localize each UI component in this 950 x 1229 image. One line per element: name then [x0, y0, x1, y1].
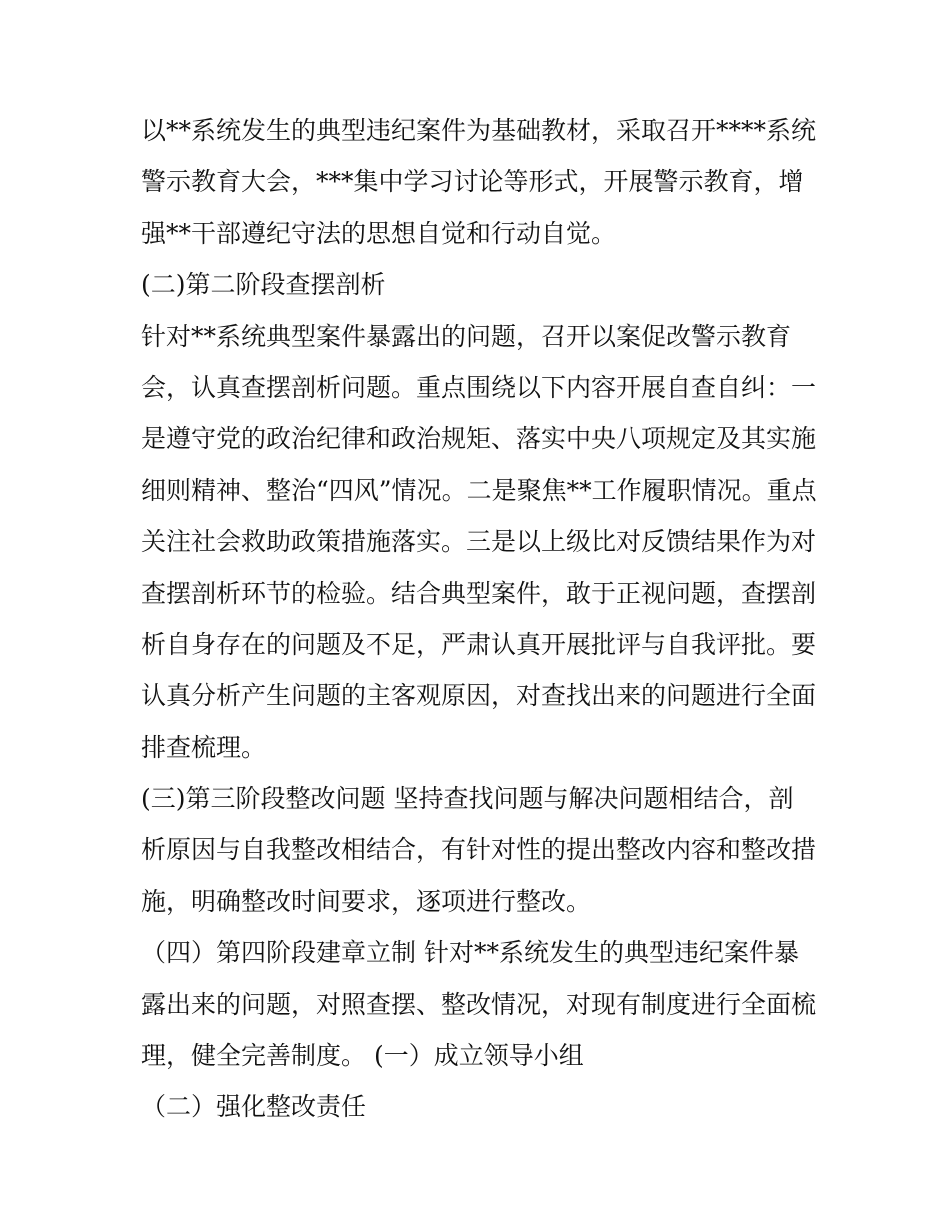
- section-heading: (三)第三阶段整改问题 坚持查找问题与解决问题相结合，剖: [141, 784, 794, 814]
- text-line: 施，明确整改时间要求，逐项进行整改。: [141, 886, 592, 916]
- text-line: 针对**系统典型案件暴露出的问题，召开以案促改警示教育: [141, 321, 792, 351]
- text-line: 析自身存在的问题及不足，严肃认真开展批评与自我评批。要: [141, 629, 817, 659]
- text-line: 会，认真查摆剖析问题。重点围绕以下内容开展自查自纠：一: [141, 372, 817, 402]
- text-line: 关注社会救助政策措施落实。三是以上级比对反馈结果作为对: [141, 527, 817, 557]
- text-line: 以**系统发生的典型违纪案件为基础教材，采取召开****系统: [141, 116, 817, 145]
- text-line: 理，健全完善制度。 (一）成立领导小组: [141, 1041, 584, 1071]
- section-heading: （四）第四阶段建章立制 针对**系统发生的典型违纪案件暴: [141, 938, 799, 968]
- text-line: 露出来的问题，对照查摆、整改情况，对现有制度进行全面梳: [141, 989, 817, 1019]
- text-line: 是遵守党的政治纪律和政治规矩、落实中央八项规定及其实施: [141, 424, 817, 454]
- text-line: 细则精神、整治“四风”情况。二是聚焦**工作履职情况。重点: [141, 475, 817, 505]
- text-line: 查摆剖析环节的检验。结合典型案件，敢于正视问题，查摆剖: [141, 578, 817, 608]
- text-line: 强**干部遵纪守法的思想自觉和行动自觉。: [141, 218, 617, 248]
- text-line: 析原因与自我整改相结合，有针对性的提出整改内容和整改措: [141, 835, 817, 865]
- text-line: 警示教育大会，***集中学习讨论等形式，开展警示教育，增: [141, 167, 804, 197]
- section-heading: （二）强化整改责任: [141, 1092, 367, 1122]
- section-heading: (二)第二阶段查摆剖析: [141, 270, 386, 300]
- text-line: 认真分析产生问题的主客观原因，对查找出来的问题进行全面: [141, 681, 817, 711]
- document-body: [141, 105, 821, 1133]
- text-line: 排查梳理。: [141, 732, 267, 762]
